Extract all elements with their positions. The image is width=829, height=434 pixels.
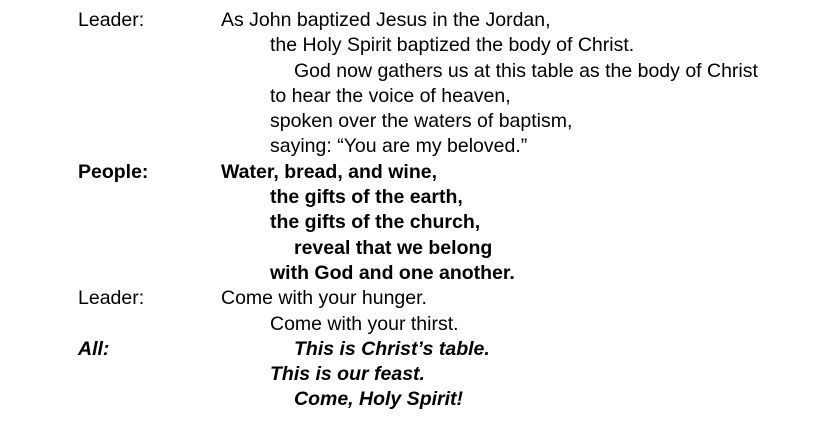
liturgy-line-12 xyxy=(0,286,829,311)
line-text: This is our feast. xyxy=(270,363,425,386)
line-text: the Holy Spirit baptized the body of Christ. xyxy=(270,34,635,57)
line-text: This is Christ’s table. xyxy=(294,337,490,360)
liturgy-line-9 xyxy=(0,210,829,235)
liturgy-text xyxy=(0,8,829,413)
line-text: Come, Holy Spirit! xyxy=(294,388,464,411)
liturgy-line-1 xyxy=(0,8,829,33)
liturgy-line-2 xyxy=(0,33,829,58)
line-text: the gifts of the earth, xyxy=(270,186,463,209)
line-text: As John baptized Jesus in the Jordan, xyxy=(221,9,551,31)
liturgy-line-10 xyxy=(0,236,829,261)
line-text: spoken over the waters of baptism, xyxy=(270,110,573,133)
line-text: saying: “You are my beloved.” xyxy=(270,135,528,158)
line-text: Come with your hunger. xyxy=(221,287,427,310)
liturgy-line-13 xyxy=(0,312,829,337)
line-text: God now gathers us at this table as the body of Christ xyxy=(294,59,758,82)
liturgy-line-14 xyxy=(0,337,829,362)
liturgy-line-8 xyxy=(0,185,829,210)
liturgy-line-5 xyxy=(0,109,829,134)
liturgy-line-6 xyxy=(0,134,829,159)
line-text: Come with your thirst. xyxy=(270,312,459,335)
liturgy-line-7 xyxy=(0,160,829,185)
liturgy-line-16 xyxy=(0,387,829,412)
line-text: with God and one another. xyxy=(270,261,515,284)
liturgy-line-11 xyxy=(0,261,829,286)
speaker-label: Leader: xyxy=(78,9,145,31)
line-text: reveal that we belong xyxy=(294,236,493,259)
speaker-label: People: xyxy=(78,160,149,183)
liturgy-line-3 xyxy=(0,59,829,84)
line-text: Water, bread, and wine, xyxy=(221,160,437,183)
liturgy-line-4 xyxy=(0,84,829,109)
speaker-label: Leader: xyxy=(78,287,145,310)
line-text: to hear the voice of heaven, xyxy=(270,84,511,107)
liturgy-line-15 xyxy=(0,362,829,387)
line-text: the gifts of the church, xyxy=(270,211,481,234)
speaker-label: All: xyxy=(78,337,110,360)
